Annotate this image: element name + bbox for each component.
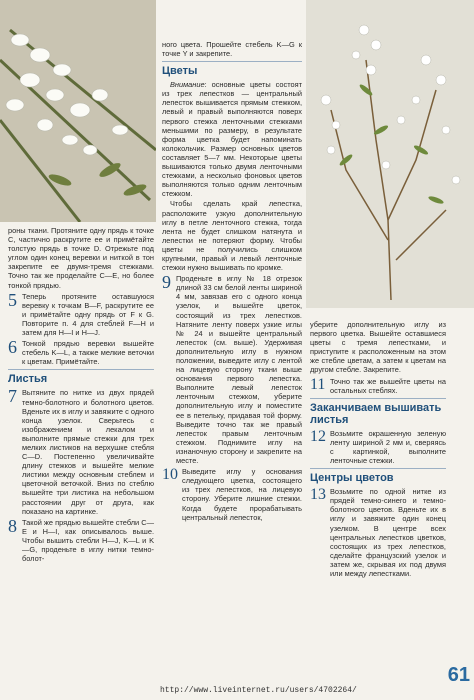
step-text: Возьмите по одной нитке из прядей темно-синего и темно-болотного цветов. Вденьте их в иглу и завяжите один конец узелком. В центре всех центральных лепестков цветков, состоящих из трех лепестков, сделайте французский узелок и затем же, скрывая их под двумя или между лепестками. xyxy=(330,487,446,578)
divider xyxy=(310,468,446,469)
step-5 xyxy=(8,289,154,338)
text-column-1 xyxy=(8,226,154,565)
step-12 xyxy=(310,429,446,465)
step-number: 10 xyxy=(162,466,178,484)
text-column-3 xyxy=(310,320,446,580)
step-text: Тонкой прядью веревки вышейте стебель K—L, а также мелкие веточки к цветам. Примётайте. xyxy=(22,339,154,367)
divider xyxy=(162,61,302,62)
paragraph: Чтобы сделать край лепестка, расположите узкую дополнительную иглу в петле ленточного стежка, тогда лента не будет слишком натянута и лепестки не потеряют форму. Чтобы цветы не получились слишком крупными, правый и левый ленточные стежки нужно вышивать по кромке. xyxy=(162,199,302,273)
step-text: Вытяните по нитке из двух прядей темно-болотного и болотного цветов. Вденьте их в иглу и завяжите с одного конца узелок. Сверьтесь с изображением и лекалом и выполните прямые стежки для трех мелких листиков на верхушке стебля C—D. Постепенно увеличивайте длину стежков и вышейте мелкие листики между основным стеблем и цветочной веточкой. Вниз по стеблю вышейте три листика на небольшом расстоянии друг от друга, как показано на картинке. xyxy=(22,388,154,516)
paragraph: уберите дополнительную иглу из первого цветка. Вышейте оставшиеся цветы с тремя лепестками, и приступите к расположенным на этом же стебле цветам, а затем к цветам на другом стебле. Закрепите. xyxy=(310,320,446,375)
source-url[interactable]: http://www.liveinternet.ru/users/4702264/ xyxy=(160,686,357,695)
step-number: 13 xyxy=(310,486,326,504)
step-number: 9 xyxy=(162,272,171,293)
step-6 xyxy=(8,339,154,366)
embroidery-photo-top-left xyxy=(0,0,156,222)
step-9 xyxy=(162,274,302,465)
step-text: Проденьте в иглу № 18 отрезок длиной 33 см белой ленты шириной 4 мм, завязав его с одного конца узелок, и вышейте цветок, состоящий из трех лепестков. Натяните ленту поверх узкие иглы № 24 и вышейте центральный лепесток (см. выше). Удерживая дополнительную иглу в нужном положении, выведите иглу с лентой на лицевую сторону ткани выше основания первого лепестка. Выполните левый лепесток ленточным стежком, уберите дополнительную иглу и поместите ее в петельку, придавая той форму. Выведите точно так же правый лепесток правым ленточным стежком. Поднимите иглу на изнаночную сторону и закрепите на месте. xyxy=(176,274,302,466)
divider xyxy=(8,369,154,370)
step-8 xyxy=(8,515,154,564)
step-10 xyxy=(162,467,302,522)
step-text: Точно так же вышейте цветы на остальных стеблях. xyxy=(330,376,446,395)
paragraph: роны ткани. Протяните одну прядь к точке С, частично раскрутите ее и примётайте толстую прядь в точке D. Отрежьте под углом один конец веревки и ниткой в тон закрепите ее двумя-тремя стежками. Точно так же проделайте С—Е, но более тонкой прядью. xyxy=(8,226,154,290)
step-11 xyxy=(310,377,446,395)
step-number: 11 xyxy=(310,375,326,393)
step-number: 6 xyxy=(8,337,17,358)
divider xyxy=(310,398,446,399)
attention-paragraph xyxy=(162,80,302,198)
step-text: Теперь протяните оставшуюся веревку к точкам В—F, раскрутите ее и примётайте одну прядь от F к G. Повторите п. 4 для стеблей F—H и затем для H—I и H—J. xyxy=(22,291,154,338)
heading-flower-centers: Центры цветов xyxy=(310,472,394,485)
attention-text: : основные цветы состоят из трех лепестков — центральный лепесток вышивается прямым стежком, левый и правый выполняются поверх первого стежка ленточными стежками меньшими по размеру, в результате форма цветка будет напоминать колокольчик. Размер основных цветов составляет 5—7 мм. Некоторые цветы вышиваются только двумя ленточными стежками, а несколько фоновых цветов выполняются только одним ленточным стежком. xyxy=(162,80,302,199)
step-text: Такой же прядью вышейте стебли С—Е и Н—I, как описывалось выше. Чтобы вышить стебли H—J, K—L и K—G, проденьте в иглу нитки темно-болот- xyxy=(22,517,154,564)
step-7 xyxy=(8,388,154,515)
embroidery-photo-right xyxy=(306,0,474,308)
attention-label: Внимание xyxy=(170,80,205,90)
heading-leaves: Листья xyxy=(8,373,48,386)
step-number: 7 xyxy=(8,386,17,407)
step-number: 8 xyxy=(8,515,17,536)
step-number: 12 xyxy=(310,427,326,445)
step-text: Выведите иглу у основания следующего цветка, состоящего из трех лепестков, на лицевую сторону. Уберите лишние стежки. Когда будете прорабатывать центральный лепесток, xyxy=(182,467,302,522)
page-number: 61 xyxy=(447,664,470,686)
paragraph: ного цвета. Прошейте стебель K—G к точке Y и закрепите. xyxy=(162,40,302,59)
heading-finish-leaves: Заканчиваем вышивать листья xyxy=(310,401,442,426)
heading-flowers: Цветы xyxy=(162,65,198,78)
text-column-2 xyxy=(162,40,302,524)
step-text: Возьмите окрашенную зеленую ленту шириной 2 мм и, сверяясь с картинкой, выполните ленточные стежки. xyxy=(330,428,446,466)
step-13 xyxy=(310,487,446,578)
step-number: 5 xyxy=(8,289,17,310)
